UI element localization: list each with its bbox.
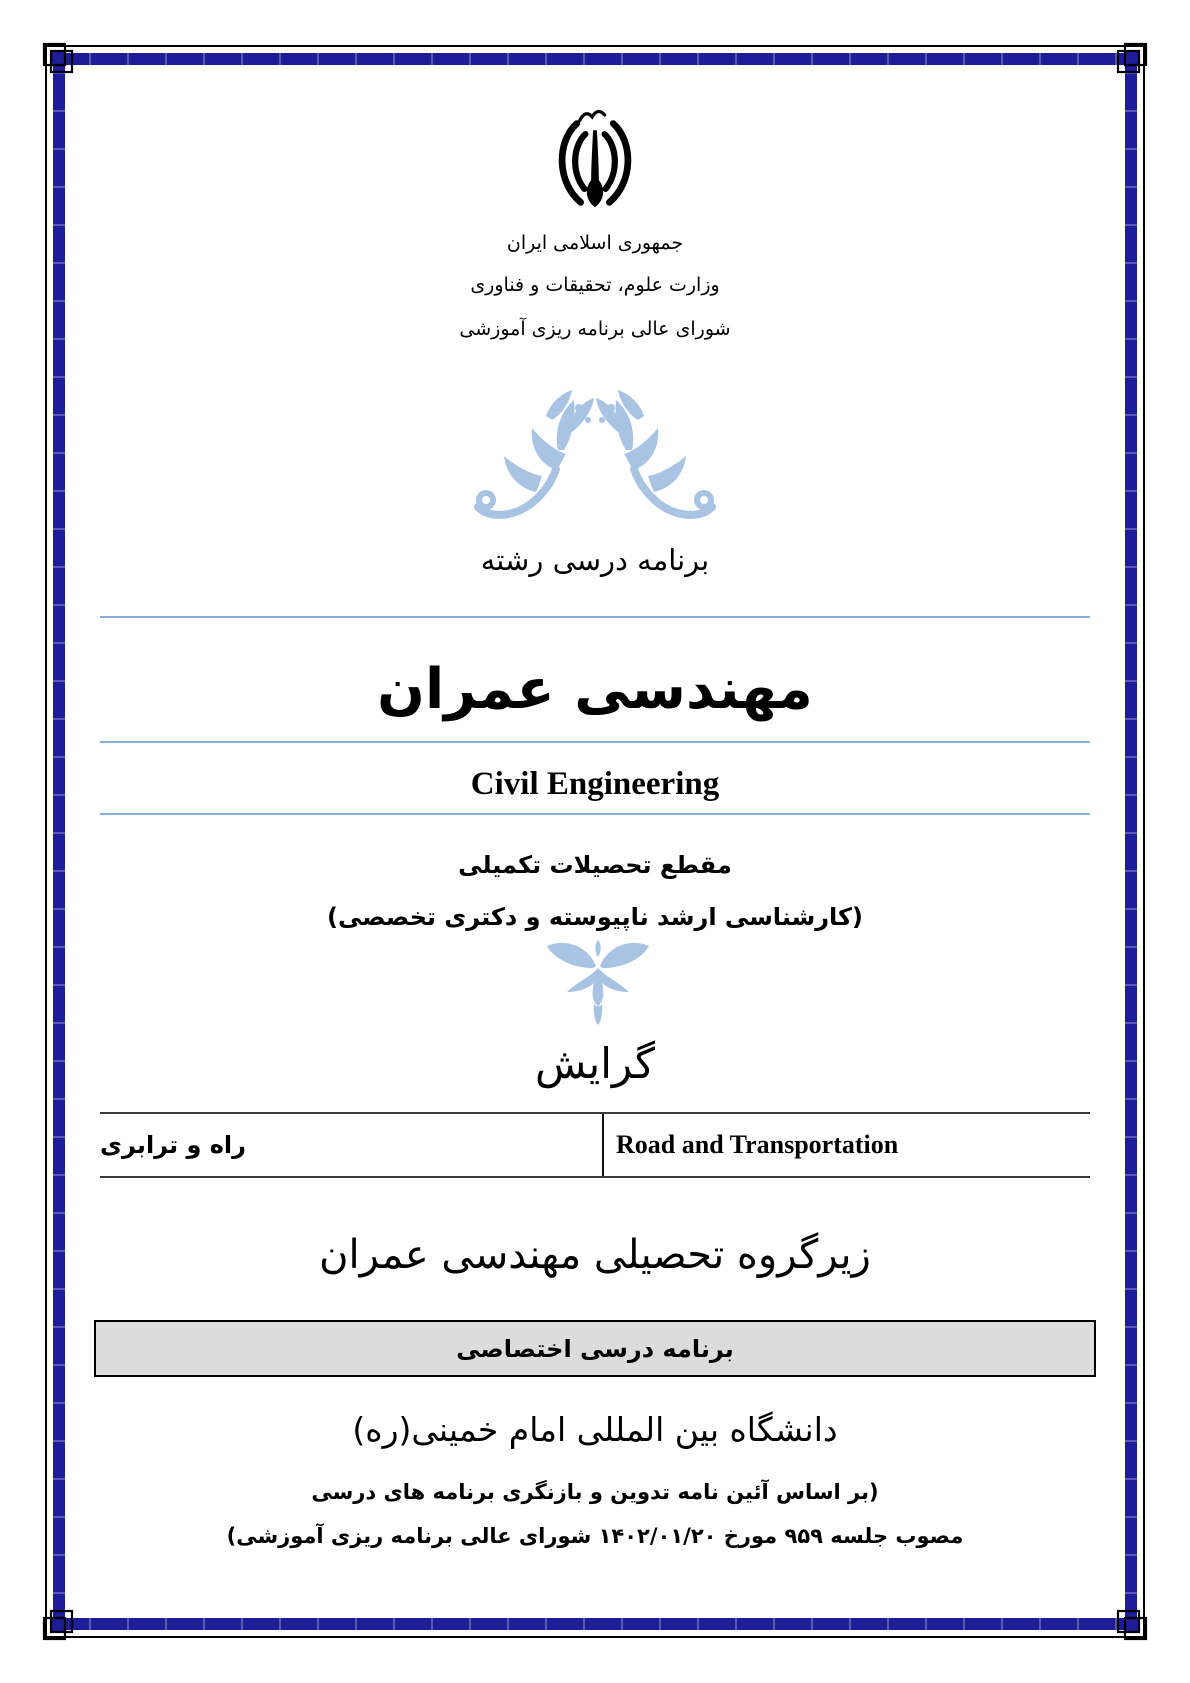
divider-rule-1: [100, 616, 1090, 618]
floral-ornament-icon: [470, 390, 720, 520]
border-band-left: [53, 53, 65, 1630]
program-label: برنامه درسی رشته: [480, 543, 710, 577]
footer-line-1: (بر اساس آئین نامه تدوین و بازنگری برنامه های درسی: [311, 1480, 879, 1504]
header-line-1: جمهوری اسلامی ایران: [506, 232, 684, 254]
level-line-1: مقطع تحصیلات تکمیلی: [458, 851, 732, 879]
header-line-3: شورای عالی برنامه ریزی آموزشی: [459, 318, 731, 340]
specialized-curriculum-banner: [94, 1320, 1096, 1377]
corner-knot-icon: [1114, 1607, 1148, 1641]
iran-emblem-icon: [547, 104, 643, 218]
footer-line-2: مصوب جلسه ۹۵۹ مورخ ۱۴۰۲/۰۱/۲۰ شورای عالی برنامه ریزی آموزشی): [226, 1524, 964, 1548]
border-band-top: [53, 53, 1137, 65]
header-line-2: وزارت علوم، تحقیقات و فناوری: [470, 274, 720, 296]
university-calligraphy: دانشگاه بین المللی امام خمینی(ره): [352, 1410, 838, 1449]
orientation-cell-fa: راه و ترابری: [100, 1114, 604, 1176]
orientation-label: گرایش: [534, 1039, 656, 1088]
page-title-en: Civil Engineering: [470, 766, 720, 802]
bud-ornament-icon: [537, 938, 659, 1026]
corner-knot-icon: [42, 42, 76, 76]
page-title-fa: مهندسی عمران: [377, 657, 813, 722]
level-line-2: (کارشناسی ارشد ناپیوسته و دکتری تخصصی): [327, 903, 863, 931]
subgroup-calligraphy: زیرگروه تحصیلی مهندسی عمران: [319, 1232, 871, 1278]
corner-knot-icon: [42, 1607, 76, 1641]
corner-knot-icon: [1114, 42, 1148, 76]
border-band-right: [1125, 53, 1137, 1630]
border-band-bottom: [53, 1618, 1137, 1630]
divider-rule-3: [100, 813, 1090, 815]
divider-rule-2: [100, 741, 1090, 743]
orientation-cell-en: Road and Transportation: [616, 1130, 899, 1159]
banner-label: برنامه درسی اختصاصی: [456, 1334, 734, 1363]
orientation-table: [100, 1112, 1090, 1178]
